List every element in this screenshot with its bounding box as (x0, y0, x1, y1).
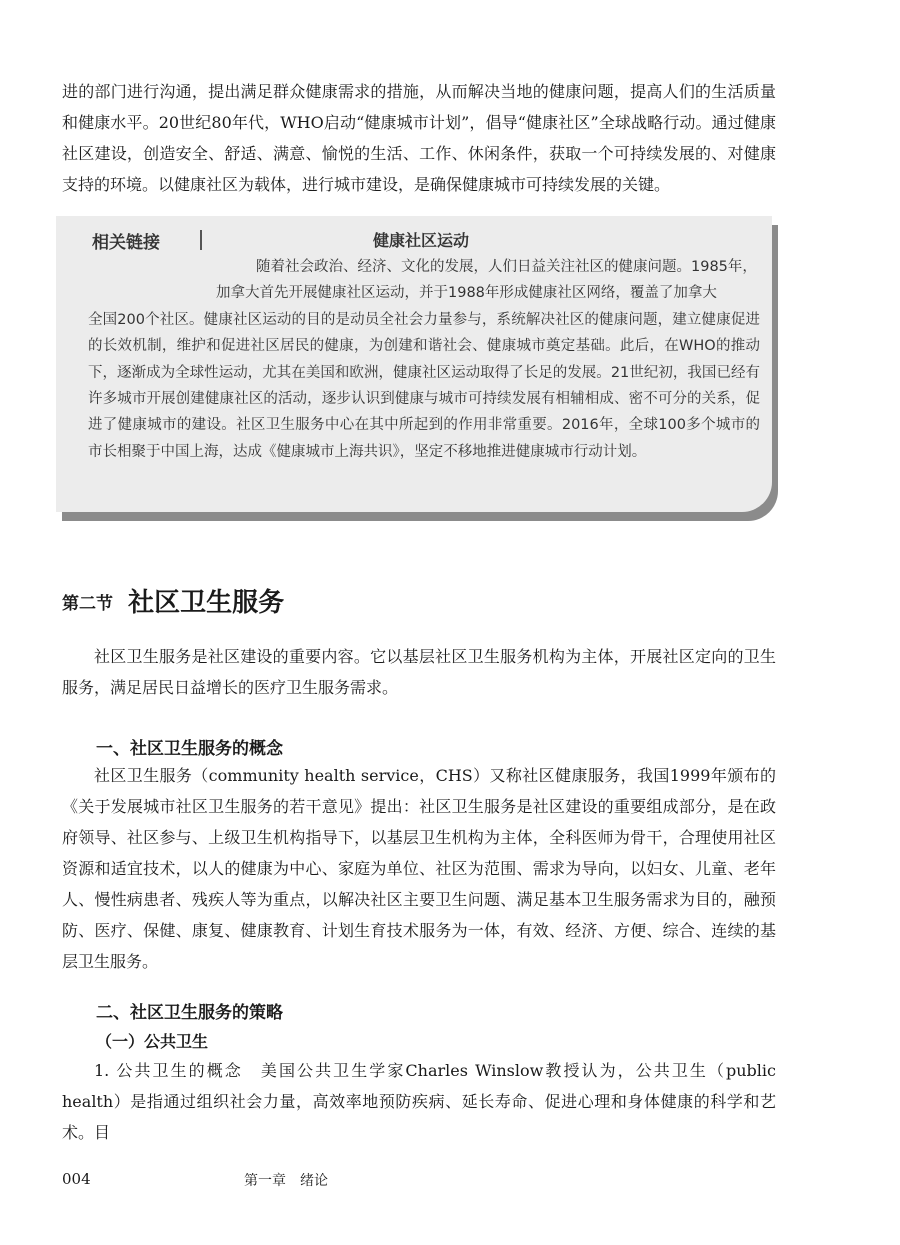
section-heading (62, 582, 284, 619)
chapter-title: 第一章 绪论 (244, 1173, 328, 1189)
part2-subheading: （一）公共卫生 (96, 1032, 209, 1051)
related-links-line-1: 随着社会政治、经济、文化的发展，人们日益关注社区的健康问题。1985年， (256, 259, 757, 275)
section-intro: 社区卫生服务是社区建设的重要内容。它以基层社区卫生服务机构为主体，开展社区定向的卫生服务，满足居民日益增长的医疗卫生服务需求。 (62, 647, 776, 697)
related-links-line-2: 加拿大首先开展健康社区运动，并于1988年形成健康社区网络，覆盖了加拿大 (216, 285, 717, 302)
part1-heading: 一、社区卫生服务的概念 (96, 739, 283, 759)
related-links-box (56, 216, 772, 512)
part1-body: 社区卫生服务（community health service，CHS）又称社区健康服务，我国1999年颁布的《关于发展城市社区卫生服务的若干意见》提出：社区卫生服务是社区建设的重要组成部分，是在政府领导、社区参与、上级卫生机构指导下，以基层卫生机构为主体，全科医师为骨干，合理使用社区资源和适宜技术，以人的健康为中心、家庭为单位、社区为范围、需求为导向，以妇女、儿童、老年人、慢性病患者、残疾人等为重点，以解决社区主要卫生问题、满足基本卫生服务需求为目的，融预防、医疗、保健、康复、健康教育、计划生育技术服务为一体，有效、经济、方便、综合、连续的基层卫生服务。 (62, 766, 776, 971)
section-title: 社区卫生服务 (128, 588, 285, 618)
part2-heading: 二、社区卫生服务的策略 (96, 1003, 283, 1023)
related-links-label: 相关链接 (92, 233, 160, 253)
page-number: 004 (62, 1170, 91, 1188)
intro-paragraph: 进的部门进行沟通，提出满足群众健康需求的措施，从而解决当地的健康问题，提高人们的生活质量和健康水平。20世纪80年代，WHO启动“健康城市计划”，倡导“健康社区”全球战略行动。通过健康社区建设，创造安全、舒适、满意、愉悦的生活、工作、休闲条件，获取一个可持续发展的、对健康支持的环境。以健康社区为载体，进行城市建设，是确保健康城市可持续发展的关键。 (62, 82, 776, 194)
related-links-body (88, 254, 760, 465)
part2-body: 1. 公共卫生的概念 美国公共卫生学家Charles Winslow教授认为，公共卫生（public health）是指通过组织社会力量，高效率地预防疾病、延长寿命、促进心理和身体健康的科学和艺术。目 (62, 1061, 776, 1142)
label-divider (200, 230, 202, 250)
section-number: 第二节 (62, 594, 113, 614)
related-links-title: 健康社区运动 (372, 231, 469, 250)
related-links-rest: 全国200个社区。健康社区运动的目的是动员全社会力量参与，系统解决社区的健康问题，建立健康促进的长效机制，维护和促进社区居民的健康，为创建和谐社会、健康城市奠定基础。此后，在WHO的推动下，逐渐成为全球性运动，尤其在美国和欧洲，健康社区运动取得了长足的发展。21世纪初，我国已经有许多城市开展创建健康社区的活动，逐步认识到健康与城市可持续发展有相辅相成、密不可分的关系，促进了健康城市的建设。社区卫生服务中心在其中所起到的作用非常重要。2016年，全球100多个城市的市长相聚于中国上海，达成《健康城市上海共识》，坚定不移地推进健康城市行动计划。 (88, 311, 760, 460)
